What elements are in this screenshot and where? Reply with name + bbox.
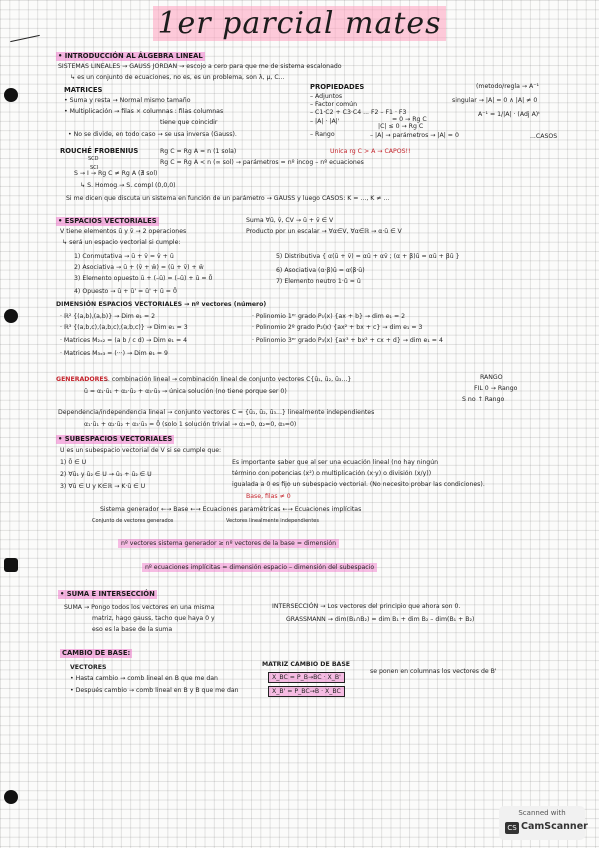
dim-m33: · Matrices M₃ₓ₃ = (···) → Dim e₁ = 9 xyxy=(60,350,168,357)
sub-note-1: Es importante saber que al ser una ecuación lineal (no hay ningún xyxy=(232,459,439,466)
dependencia-2: α₁·ū₁ + α₂·ū₂ + α₃·ū₃ = 0̄ (solo 1 solución trivial → α₁=0, α₂=0, α₃=0) xyxy=(84,421,297,428)
chain-sub-1: Conjunto de vectores generados xyxy=(92,518,174,524)
rouche-line-4: ↳ S. Homog → S. compl (0,0,0) xyxy=(80,182,176,189)
matrices-line-1: • Suma y resta → Normal mismo tamaño xyxy=(64,97,191,104)
chain: Sistema generador ←→ Base ←→ Ecuaciones paramétricas ←→ Ecuaciones implícitas xyxy=(100,506,362,513)
suma-left-2: matriz, hago gauss, tacho que haya 0 y xyxy=(92,615,215,622)
sub-note-4: Base, filas ≠ 0 xyxy=(246,493,291,500)
rouche-line-1: Rg C = Rg A = n (1 sola) xyxy=(160,148,237,155)
vectores-line-2: • Después cambio → comb lineal en B y B que me dan xyxy=(70,687,239,694)
rule-1 xyxy=(118,540,339,548)
chain-sub-2: Vectores linealmente independientes xyxy=(226,518,319,524)
matrices-line-3: tiene que coincidir xyxy=(160,119,218,126)
intro-line-2: ↳ es un conjunto de ecuaciones, no es, es un problema, son λ, μ, C... xyxy=(70,74,285,81)
props-line-3: – C1·C2 + C3·C4 ... F2 – F1 · F3 xyxy=(310,109,407,116)
espacios-def-1: V tiene elementos ū y v̄ → 2 operaciones xyxy=(60,228,187,235)
props-side-4: ...CASOS xyxy=(530,133,558,140)
espacios-def-3: Producto por un escalar → ∀α∈V, ∀α∈ℝ → α·ū ∈ V xyxy=(246,228,402,235)
subespacios-heading: • SUBESPACIOS VECTORIALES xyxy=(58,435,173,443)
binder-hole-2 xyxy=(4,309,18,323)
props-line-4: – |A| · |A|' xyxy=(310,118,340,125)
props-side-1: (metodo/regla → A⁻¹ xyxy=(476,83,540,90)
dim-r3: · ℝ³ {(a,b,c),(a,b,c),(a,b,c)} → Dim e₁ = 3 xyxy=(60,324,188,331)
subespacios-intro: U es un subespacio vectorial de V si se cumple que: xyxy=(60,447,222,454)
watermark-brand: CamScanner xyxy=(521,821,588,832)
props-line-7: = 0 → Rg C xyxy=(392,116,427,123)
page-title: 1er parcial mates xyxy=(0,6,599,41)
matriz-line-2 xyxy=(268,688,345,696)
rango-1: RANGO xyxy=(480,374,503,381)
espacios-def-2: Suma ∀ū, v̄, CV → ū + v̄ ∈ V xyxy=(246,217,334,224)
suma-right-2: GRASSMANN → dim(B₁∩B₂) = dim B₁ + dim B₂ – dim(B₁ + B₂) xyxy=(286,616,475,623)
props-line-6: |C| ≤ 0 → Rg C xyxy=(378,123,424,130)
cond-3: 3) ∀ū ∈ U y K∈ℝ → K·ū ∈ U xyxy=(60,483,146,490)
camscanner-watermark xyxy=(499,806,588,840)
intro-line-1: SISTEMAS LINEALES → GAUSS JORDAN → escojo a cero para que me de sistema escalonado xyxy=(58,63,342,70)
props-side-2: singular → |A| = 0 ∧ |A| ≠ 0 xyxy=(452,97,538,104)
rouche-line-2: Rg C = Rg A < n (∞ sol) → parámetros = nº incog – nº ecuaciones xyxy=(160,159,364,166)
intro-closing: Si me dicen que discuta un sistema en función de un parámetro → GAUSS y luego CASOS: K = ..., K ≠ ... xyxy=(66,195,390,202)
prop-neutro: 7) Elemento neutro 1·ū = ū xyxy=(276,278,361,285)
cambio-heading: CAMBIO DE BASE: xyxy=(62,649,131,657)
watermark-top-text: Scanned with xyxy=(518,809,566,817)
matrices-heading: MATRICES xyxy=(64,86,103,94)
matriz-formula-2: X_B' = P_BC→B · X_BC xyxy=(268,686,345,697)
prop-elemento-opuesto: 3) Elemento opuesto ū + (–ū) = (–ū) + ū = 0̄ xyxy=(74,275,213,282)
espacios-def-4: ↳ será un espacio vectorial si cumple: xyxy=(62,239,181,246)
dim-m22: · Matrices M₂ₓ₂ = (a b / c d) → Dim e₁ = 4 xyxy=(60,337,188,344)
rango-3: S no ↑ Rango xyxy=(462,396,505,403)
generadores-label: GENERADORES xyxy=(56,376,109,383)
rouche-label-scd: SCD xyxy=(88,156,99,162)
generadores-eq: ū = α₁·ū₁ + α₂·ū₂ + α₃·ū₃ → única solución (no tiene porque ser 0) xyxy=(84,388,287,395)
props-side-3: A⁻¹ = 1/|A| · (Adj A)ᵗ xyxy=(478,111,541,118)
prop-asociativa: 2) Asociativa → ū + (v̄ + w̄) = (ū + v̄) + w̄ xyxy=(74,264,204,271)
matrices-line-4: • No se divide, en todo caso → se usa inversa (Gauss). xyxy=(68,131,237,138)
dim-p3: · Polinomio 3ᵉʳ grado P₃(x) {ax³ + bx² + cx + d} → dim e₁ = 4 xyxy=(252,337,443,344)
dim-heading: DIMENSIÓN ESPACIOS VECTORIALES → nº vectores (número) xyxy=(56,301,267,308)
suma-left-1: SUMA → Pongo todos los vectores en una misma xyxy=(64,604,215,611)
prop-distributiva: 5) Distributiva { α(ū + v̄) = αū + αv̄ ; (α + β)ū = αū + βū } xyxy=(276,253,460,260)
espacios-heading: • ESPACIOS VECTORIALES xyxy=(58,217,157,225)
dim-p1: · Polinomio 1ᵉʳ grado P₁(x) {ax + b} → dim e₁ = 2 xyxy=(252,313,406,320)
generadores-line: ... combinación lineal → combinación lineal de conjunto vectores C{ū₁, ū₂, ū₃...} xyxy=(104,376,352,383)
rango-2: FIL 0 → Rango xyxy=(474,385,518,392)
suma-heading: • SUMA E INTERSECCIÓN xyxy=(60,590,155,598)
matriz-note: se ponen en columnas los vectores de B' xyxy=(370,668,497,675)
rule-2-text: nº ecuaciones implícitas = dimensión espacio – dimensión del subespacio xyxy=(142,563,377,572)
binder-hole-3 xyxy=(4,558,18,572)
props-line-2: – Factor común xyxy=(310,101,358,108)
props-line-1: – Adjuntos xyxy=(310,93,343,100)
vectores-line-1: • Hasta cambio → comb lineal en B que me dan xyxy=(70,675,218,682)
intro-heading: • INTRODUCCIÓN AL ÁLGEBRA LINEAL xyxy=(58,52,203,60)
suma-left-3: eso es la base de la suma xyxy=(92,626,173,633)
rouche-label-sci: SCI xyxy=(90,165,99,171)
camscanner-logo-icon: CS xyxy=(505,822,519,834)
props-line-8: – |A| → parámetros → |A| = 0 xyxy=(370,132,459,139)
props-heading: PROPIEDADES xyxy=(310,83,365,91)
cond-2: 2) ∀ū₁ y ū₂ ∈ U → ū₁ + ū₂ ∈ U xyxy=(60,471,152,478)
prop-asociativa-escalar: 6) Asociativa (α·β)ū = α(β·ū) xyxy=(276,267,365,274)
rule-2 xyxy=(142,564,377,572)
matriz-formula-1: X_BC = P_B→BC · X_B' xyxy=(268,672,345,683)
matrices-line-2: • Multiplicación → filas × columnas : filas columnas xyxy=(64,108,224,115)
cond-1: 1) 0̄ ∈ U xyxy=(60,459,87,466)
binder-hole-4 xyxy=(4,790,18,804)
binder-hole-1 xyxy=(4,88,18,102)
prop-opuesto: 4) Opuesto → ū + ū' = ū' + ū = 0̄ xyxy=(74,288,177,295)
dim-p2: · Polinomio 2º grado P₂(x) {ax² + bx + c} → dim e₁ = 3 xyxy=(252,324,423,331)
rule-1-text: nº vectores sistema generador ≥ nº vectores de la base = dimensión xyxy=(118,539,339,548)
prop-conmutativa: 1) Conmutativa → ū + v̄ = v̄ + ū xyxy=(74,253,174,260)
sub-note-2: término con potencias (x²) o multiplicación (x·y) o división (x/y)) xyxy=(232,470,432,477)
rouche-line-3: S → I → Rg C ≠ Rg A (∄ sol) xyxy=(74,170,158,177)
rouche-line-5 xyxy=(330,148,411,156)
sub-note-3: igualada a 0 es fijo un subespacio vectorial. (No necesito probar las condiciones). xyxy=(232,481,485,488)
props-line-5: – Rango xyxy=(310,131,335,138)
matriz-label: MATRIZ CAMBIO DE BASE xyxy=(262,661,351,668)
rouche-heading: ROUCHÉ FROBENIUS xyxy=(60,147,139,155)
dim-r2: · ℝ² {(a,b),(a,b)} → Dim e₁ = 2 xyxy=(60,313,156,320)
dependencia-1: Dependencia/independencia lineal → conjunto vectores C = {ū₁, ū₂, ū₃...} linealmente independientes xyxy=(58,409,375,416)
suma-right-1: INTERSECCIÓN → Los vectores del principio que ahora son 0. xyxy=(272,603,461,610)
capos-note: Unica rg C > A → CAPOS!! xyxy=(330,148,411,155)
matriz-line-1 xyxy=(268,674,345,682)
vectores-label: VECTORES xyxy=(70,664,107,671)
